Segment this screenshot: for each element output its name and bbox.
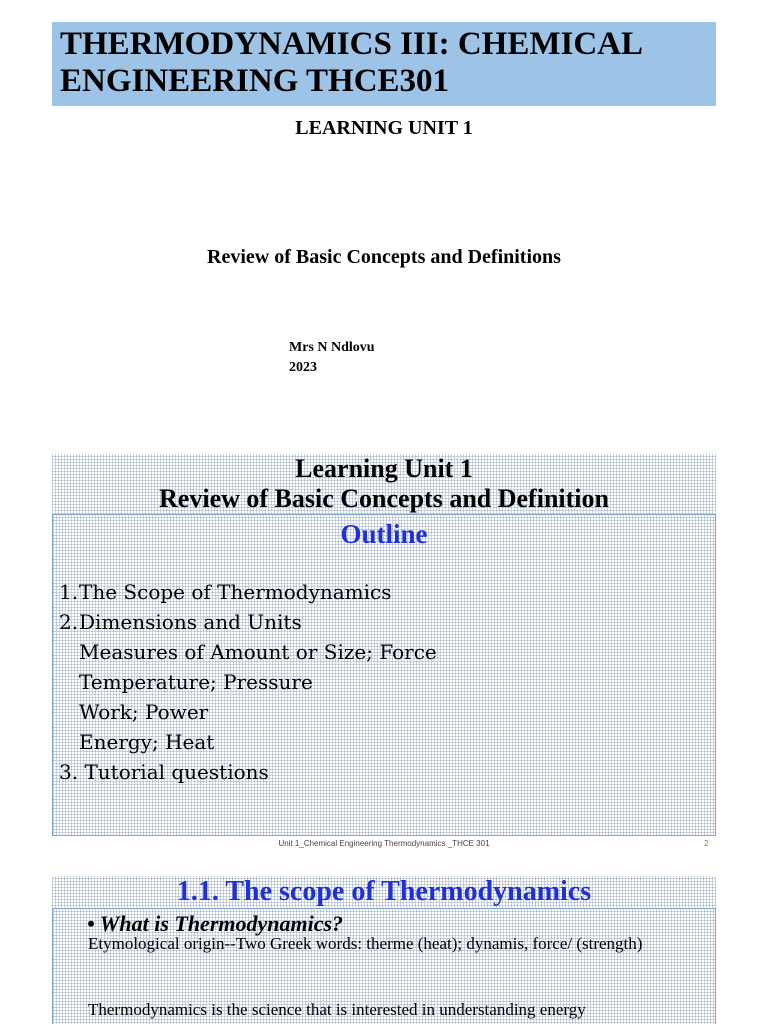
author-name: Mrs N Ndlovu xyxy=(289,340,375,355)
slide3-bullet: • What is Thermodynamics? xyxy=(87,911,344,936)
outline-item: 1.The Scope of Thermodynamics xyxy=(59,580,392,604)
outline-list xyxy=(59,577,437,787)
slide3-header: 1.1. The scope of Thermodynamics xyxy=(52,876,716,908)
author-block xyxy=(289,338,375,378)
outline-subitem: Work; Power xyxy=(79,700,209,724)
slide2-header-line2: Review of Basic Concepts and Definition xyxy=(159,484,609,513)
outline-item: 2.Dimensions and Units xyxy=(59,610,302,634)
slide3-paragraph-definition: Thermodynamics is the science that is interested in understanding energy xyxy=(88,1000,586,1019)
slide1-subtitle: Review of Basic Concepts and Definitions xyxy=(207,246,561,268)
course-title-line2: ENGINEERING THCE301 xyxy=(60,63,450,99)
slide2-header xyxy=(52,454,716,514)
slide2-body xyxy=(52,514,716,836)
outline-subitem: Measures of Amount or Size; Force xyxy=(79,640,437,664)
course-title-line1: THERMODYNAMICS III: CHEMICAL xyxy=(60,26,644,62)
outline-subitem: Temperature; Pressure xyxy=(79,670,313,694)
outline-subitem: Energy; Heat xyxy=(79,730,215,754)
slide1-title-band xyxy=(52,22,716,106)
slide3-paragraph-etymology: Etymological origin--Two Greek words: therme (heat); dynamis, force/ (strength) xyxy=(88,934,643,953)
author-year: 2023 xyxy=(289,360,317,375)
slide2-header-line1: Learning Unit 1 xyxy=(295,454,473,483)
outline-item: 3. Tutorial questions xyxy=(59,760,269,784)
outline-title: Outline xyxy=(340,519,428,549)
page-number: 2 xyxy=(704,839,709,848)
slide3-body xyxy=(52,908,716,1024)
learning-unit-label: LEARNING UNIT 1 xyxy=(295,117,473,139)
slide-footer: Unit 1_Chemical Engineering Thermodynamics _THCE 301 xyxy=(278,839,490,848)
